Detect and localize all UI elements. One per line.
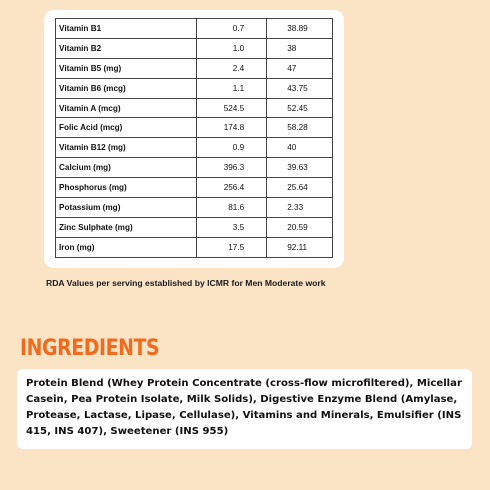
ingredients-text: Protein Blend (Whey Protein Concentrate (cross-flow microfiltered), Micellar Casein, Pea Protein Isolate, Milk Solids), Digestive Enzyme Blend (Amylase, Protease, Lactase, Lipase, Cellulase), Vitamins and Minerals, Emulsifier (INS 415, INS 407), Sweetener (INS 955) xyxy=(26,378,462,437)
nutrient-name-cell: Vitamin B12 (mg) xyxy=(56,138,197,158)
table-row xyxy=(56,158,333,178)
rda-cell: 25.64 xyxy=(267,178,333,198)
table-row xyxy=(56,138,333,158)
amount-cell: 81.6 xyxy=(197,198,267,218)
amount-cell: 524.5 xyxy=(197,98,267,118)
rda-cell: 92.11 xyxy=(267,237,333,257)
table-row xyxy=(56,118,333,138)
nutrient-name-cell: Vitamin A (mcg) xyxy=(56,98,197,118)
table-row xyxy=(56,58,333,78)
table-row xyxy=(56,198,333,218)
amount-cell: 1.0 xyxy=(197,38,267,58)
amount-cell: 3.5 xyxy=(197,217,267,237)
nutrition-table xyxy=(55,18,333,258)
ingredients-heading: INGREDIENTS xyxy=(20,336,160,361)
table-row xyxy=(56,178,333,198)
rda-cell: 43.75 xyxy=(267,78,333,98)
table-row xyxy=(56,19,333,39)
table-row xyxy=(56,237,333,257)
amount-cell: 17.5 xyxy=(197,237,267,257)
table-row xyxy=(56,78,333,98)
rda-note: RDA Values per serving established by ICMR for Men Moderate work xyxy=(46,278,326,288)
nutrient-name-cell: Vitamin B2 xyxy=(56,38,197,58)
nutrient-name-cell: Vitamin B6 (mcg) xyxy=(56,78,197,98)
rda-cell: 38.89 xyxy=(267,19,333,39)
table-row xyxy=(56,217,333,237)
nutrition-card xyxy=(44,10,344,268)
rda-cell: 52.45 xyxy=(267,98,333,118)
nutrient-name-cell: Phosphorus (mg) xyxy=(56,178,197,198)
rda-cell: 47 xyxy=(267,58,333,78)
table-row xyxy=(56,38,333,58)
rda-cell: 20.59 xyxy=(267,217,333,237)
rda-cell: 58.28 xyxy=(267,118,333,138)
amount-cell: 256.4 xyxy=(197,178,267,198)
amount-cell: 396.3 xyxy=(197,158,267,178)
nutrition-table-body xyxy=(56,19,333,258)
rda-cell: 2.33 xyxy=(267,198,333,218)
nutrient-name-cell: Vitamin B5 (mg) xyxy=(56,58,197,78)
amount-cell: 1.1 xyxy=(197,78,267,98)
nutrient-name-cell: Iron (mg) xyxy=(56,237,197,257)
ingredients-box xyxy=(17,369,472,449)
nutrient-name-cell: Vitamin B1 xyxy=(56,19,197,39)
rda-cell: 40 xyxy=(267,138,333,158)
nutrient-name-cell: Folic Acid (mcg) xyxy=(56,118,197,138)
rda-cell: 38 xyxy=(267,38,333,58)
nutrient-name-cell: Zinc Sulphate (mg) xyxy=(56,217,197,237)
amount-cell: 174.8 xyxy=(197,118,267,138)
amount-cell: 0.9 xyxy=(197,138,267,158)
nutrient-name-cell: Potassium (mg) xyxy=(56,198,197,218)
amount-cell: 2.4 xyxy=(197,58,267,78)
rda-cell: 39.63 xyxy=(267,158,333,178)
amount-cell: 0.7 xyxy=(197,19,267,39)
table-row xyxy=(56,98,333,118)
nutrient-name-cell: Calcium (mg) xyxy=(56,158,197,178)
